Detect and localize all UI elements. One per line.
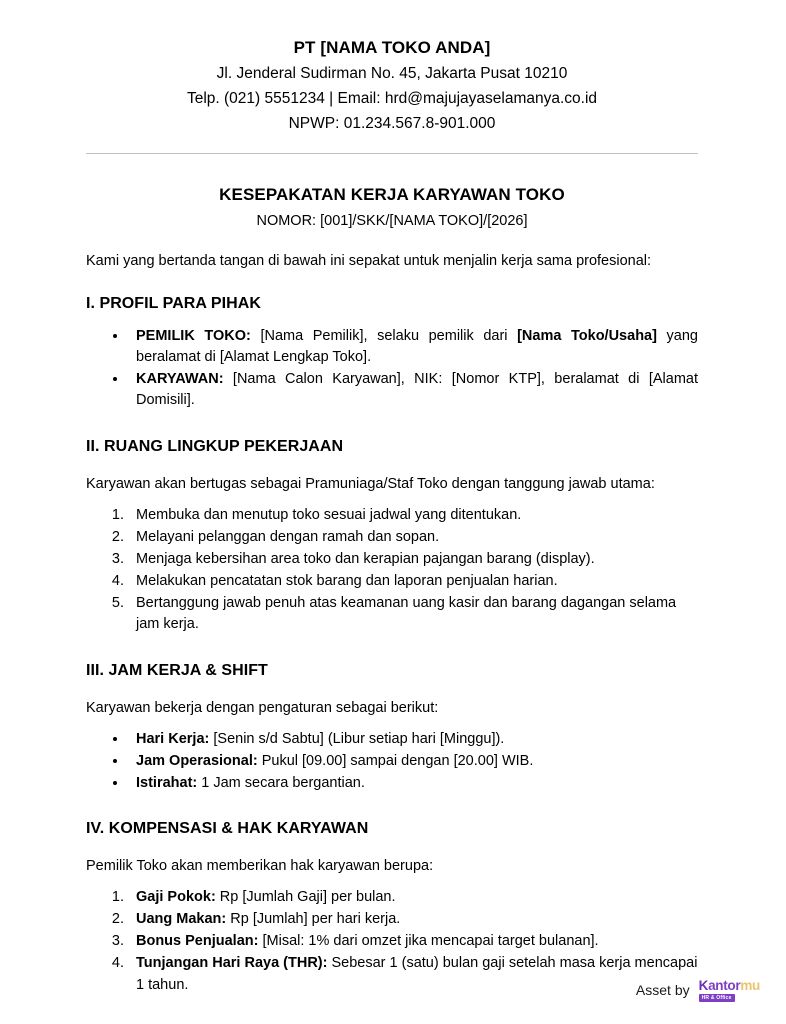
party-text-2a: [Nama Calon Karyawan], NIK: [Nomor KTP], beralamat di [Alamat Domisili]. bbox=[136, 371, 698, 409]
compensation-label-4: Tunjangan Hari Raya (THR): bbox=[136, 955, 328, 972]
schedule-text-3: 1 Jam secara bergantian. bbox=[197, 774, 365, 791]
section-intro-3: Karyawan bekerja dengan pengaturan sebagai berikut: bbox=[86, 699, 439, 716]
section-heading-2: II. RUANG LINGKUP PEKERJAAN bbox=[86, 437, 344, 455]
company-address: Jl. Jenderal Sudirman No. 45, Jakarta Pusat 10210 bbox=[216, 64, 568, 82]
list-item bbox=[128, 751, 698, 772]
list-item: 5. Bertanggung jawab penuh atas keamanan uang kasir dan barang dagangan selama jam kerja. bbox=[128, 593, 698, 635]
schedule-label-1: Hari Kerja: bbox=[136, 730, 210, 747]
letterhead bbox=[86, 0, 698, 136]
footer-attribution bbox=[636, 979, 760, 1003]
brand-wordmark bbox=[699, 979, 760, 993]
party-label-1: PEMILIK TOKO: bbox=[136, 327, 251, 344]
brand-tagline-badge: HR & Office bbox=[699, 994, 735, 1002]
header-divider bbox=[86, 153, 698, 154]
section-heading-4: IV. KOMPENSASI & HAK KARYAWAN bbox=[86, 820, 369, 837]
list-item: 1. Membuka dan menutup toko sesuai jadwal yang ditentukan. bbox=[128, 505, 698, 526]
company-npwp: NPWP: 01.234.567.8-901.000 bbox=[288, 114, 496, 132]
brand-initial: K bbox=[698, 977, 709, 993]
section-intro-4: Pemilik Toko akan memberikan hak karyawan berupa: bbox=[86, 858, 434, 874]
list-item bbox=[128, 326, 698, 368]
footer-label: Asset by bbox=[635, 982, 690, 999]
party-text-1a: [Nama Pemilik], selaku pemilik dari bbox=[250, 327, 518, 344]
compensation-text-4: Sebesar 1 (satu) bulan gaji setelah masa kerja mencapai 1 tahun. bbox=[136, 955, 698, 993]
document-title: KESEPAKATAN KERJA KARYAWAN TOKO bbox=[219, 184, 565, 204]
list-item: 2. Melayani pelanggan dengan ramah dan sopan. bbox=[128, 527, 698, 548]
schedule-list bbox=[86, 729, 698, 794]
schedule-text-1: [Senin s/d Sabtu] (Libur setiap hari [Minggu]). bbox=[209, 730, 505, 747]
list-item bbox=[128, 773, 698, 794]
compensation-label-1: Gaji Pokok: bbox=[136, 889, 216, 905]
list-item: 3. Menjaga kebersihan area toko dan kerapian pajangan barang (display). bbox=[128, 549, 698, 570]
party-text-1c: yang beralamat di [Alamat Lengkap Toko]. bbox=[136, 327, 698, 366]
compensation-label-3: Bonus Penjualan: bbox=[136, 933, 259, 950]
compensation-text-3: [Misal: 1% dari omzet jika mencapai target bulanan]. bbox=[258, 933, 599, 950]
brand-suffix: mu bbox=[740, 977, 760, 993]
party-list bbox=[86, 326, 698, 412]
kantormu-logo[interactable] bbox=[699, 979, 760, 1003]
brand-name: antor bbox=[708, 977, 741, 993]
compensation-text-1: Rp [Jumlah Gaji] per bulan. bbox=[215, 889, 396, 905]
compensation-text-2: Rp [Jumlah] per hari kerja. bbox=[226, 911, 401, 928]
section-heading-1: I. PROFIL PARA PIHAK bbox=[86, 294, 261, 312]
list-item bbox=[128, 909, 698, 930]
schedule-label-3: Istirahat: bbox=[136, 774, 198, 791]
section-heading-3: III. JAM KERJA & SHIFT bbox=[86, 661, 268, 679]
list-item bbox=[128, 931, 698, 952]
list-item bbox=[128, 953, 698, 995]
schedule-text-2: Pukul [09.00] sampai dengan [20.00] WIB. bbox=[257, 752, 534, 769]
company-name: PT [NAMA TOKO ANDA] bbox=[293, 38, 491, 57]
document-intro: Kami yang bertanda tangan di bawah ini sepakat untuk menjalin kerja sama profesional: bbox=[86, 252, 652, 269]
schedule-label-2: Jam Operasional: bbox=[136, 752, 258, 769]
document-number: NOMOR: [001]/SKK/[NAMA TOKO]/[2026] bbox=[256, 212, 528, 229]
list-item bbox=[128, 887, 698, 908]
document-content bbox=[86, 0, 698, 997]
compensation-list bbox=[86, 887, 698, 999]
scope-list bbox=[86, 505, 698, 636]
party-label-2: KARYAWAN: bbox=[136, 371, 224, 388]
compensation-label-2: Uang Makan: bbox=[136, 911, 227, 928]
list-item bbox=[128, 369, 698, 411]
list-item bbox=[128, 729, 698, 750]
list-item: 4. Melakukan pencatatan stok barang dan laporan penjualan harian. bbox=[128, 571, 698, 592]
company-contact: Telp. (021) 5551234 | Email: hrd@majujayaselamanya.co.id bbox=[186, 89, 598, 107]
party-text-1b: [Nama Toko/Usaha] bbox=[517, 327, 657, 344]
section-intro-2: Karyawan akan bertugas sebagai Pramuniaga/Staf Toko dengan tanggung jawab utama: bbox=[86, 475, 655, 492]
